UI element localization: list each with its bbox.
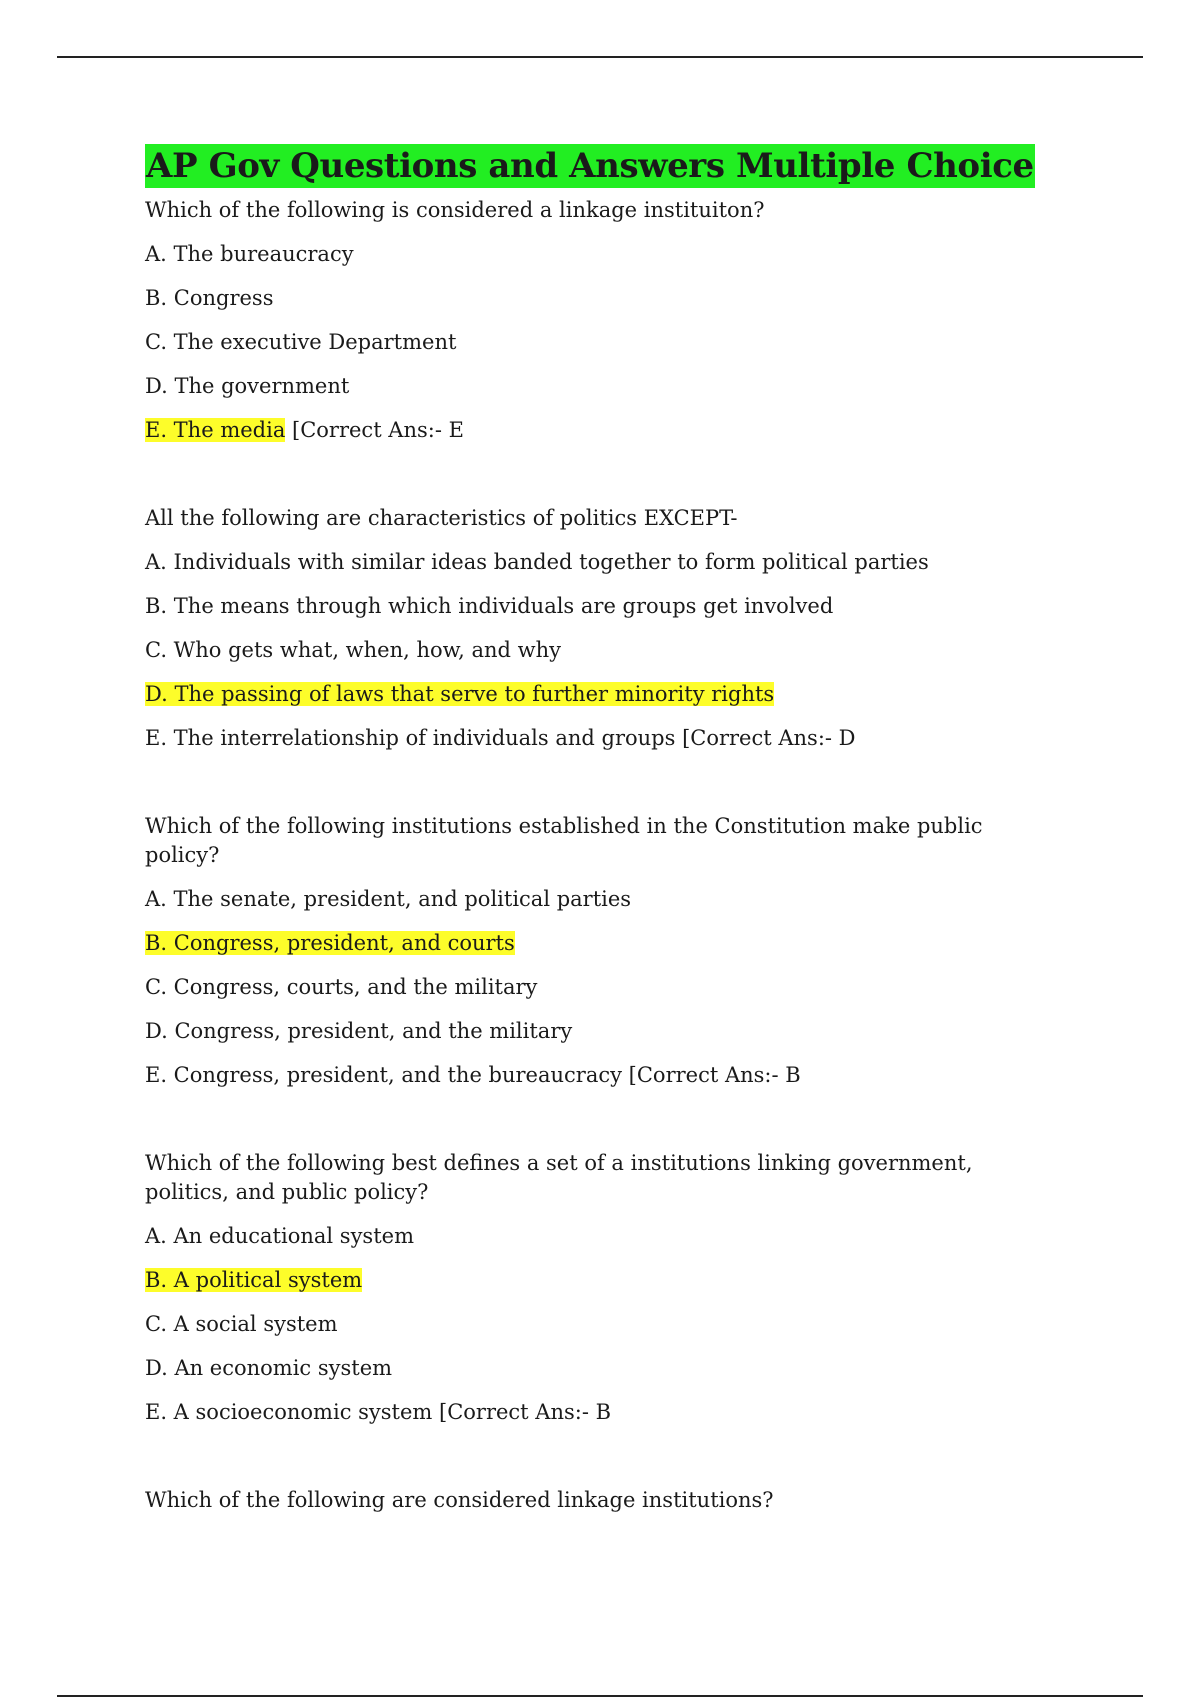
answer-option: A. The senate, president, and political parties [145, 887, 632, 911]
correct-answer-highlight: B. Congress, president, and courts [145, 931, 515, 955]
answer-option: C. A social system [145, 1312, 338, 1336]
answer-option-last [145, 1398, 1045, 1427]
answer-option: A. An educational system [145, 1224, 414, 1248]
answer-option-last [145, 724, 1045, 753]
question-block-2 [145, 504, 1045, 753]
answer-option: A. The bureaucracy [145, 242, 354, 266]
answer-option: C. Who gets what, when, how, and why [145, 638, 562, 662]
answer-option-text: E. Congress, president, and the bureaucracy [145, 1063, 622, 1087]
answer-option-last [145, 1061, 1045, 1090]
document-title: AP Gov Questions and Answers Multiple Choice [146, 146, 1034, 186]
answer-option: C. Congress, courts, and the military [145, 975, 538, 999]
answer-option: A. Individuals with similar ideas banded together to form political parties [145, 550, 929, 574]
question-text: All the following are characteristics of politics EXCEPT- [145, 506, 738, 530]
question-text: Which of the following best defines a set of a institutions linking government, politics, and public policy? [145, 1151, 973, 1204]
answer-option: D. The government [145, 374, 350, 398]
answer-option-text: E. The interrelationship of individuals and groups [145, 726, 676, 750]
question-text: Which of the following institutions established in the Constitution make public policy? [145, 814, 983, 867]
correct-answer-note: [Correct Ans:- D [675, 726, 856, 750]
answer-option-correct [145, 680, 1045, 709]
question-block-1 [145, 196, 1045, 445]
answer-option: C. The executive Department [145, 330, 457, 354]
question-text: Which of the following are considered linkage institutions? [145, 1488, 774, 1512]
page-top-rule [57, 56, 1143, 58]
answer-option-correct [145, 1266, 1045, 1295]
document-body [145, 144, 1045, 1574]
correct-answer-note: [Correct Ans:- B [432, 1400, 612, 1424]
page-bottom-rule [57, 1695, 1143, 1697]
answer-option-text: E. A socioeconomic system [145, 1400, 433, 1424]
correct-answer-highlight: B. A political system [145, 1268, 363, 1292]
answer-option-last [145, 416, 1045, 445]
answer-option: D. Congress, president, and the military [145, 1019, 573, 1043]
correct-answer-note: [Correct Ans:- E [285, 418, 464, 442]
question-text: Which of the following is considered a linkage instituiton? [145, 198, 765, 222]
answer-option: B. Congress [145, 286, 274, 310]
correct-answer-highlight: D. The passing of laws that serve to further minority rights [145, 682, 775, 706]
question-block-3 [145, 812, 1045, 1090]
answer-option: D. An economic system [145, 1356, 393, 1380]
question-block-4 [145, 1149, 1045, 1427]
question-block-5 [145, 1486, 1045, 1515]
correct-answer-note: [Correct Ans:- B [621, 1063, 801, 1087]
correct-answer-highlight: E. The media [145, 418, 286, 442]
answer-option: B. The means through which individuals are groups get involved [145, 594, 834, 618]
answer-option-correct [145, 929, 1045, 958]
